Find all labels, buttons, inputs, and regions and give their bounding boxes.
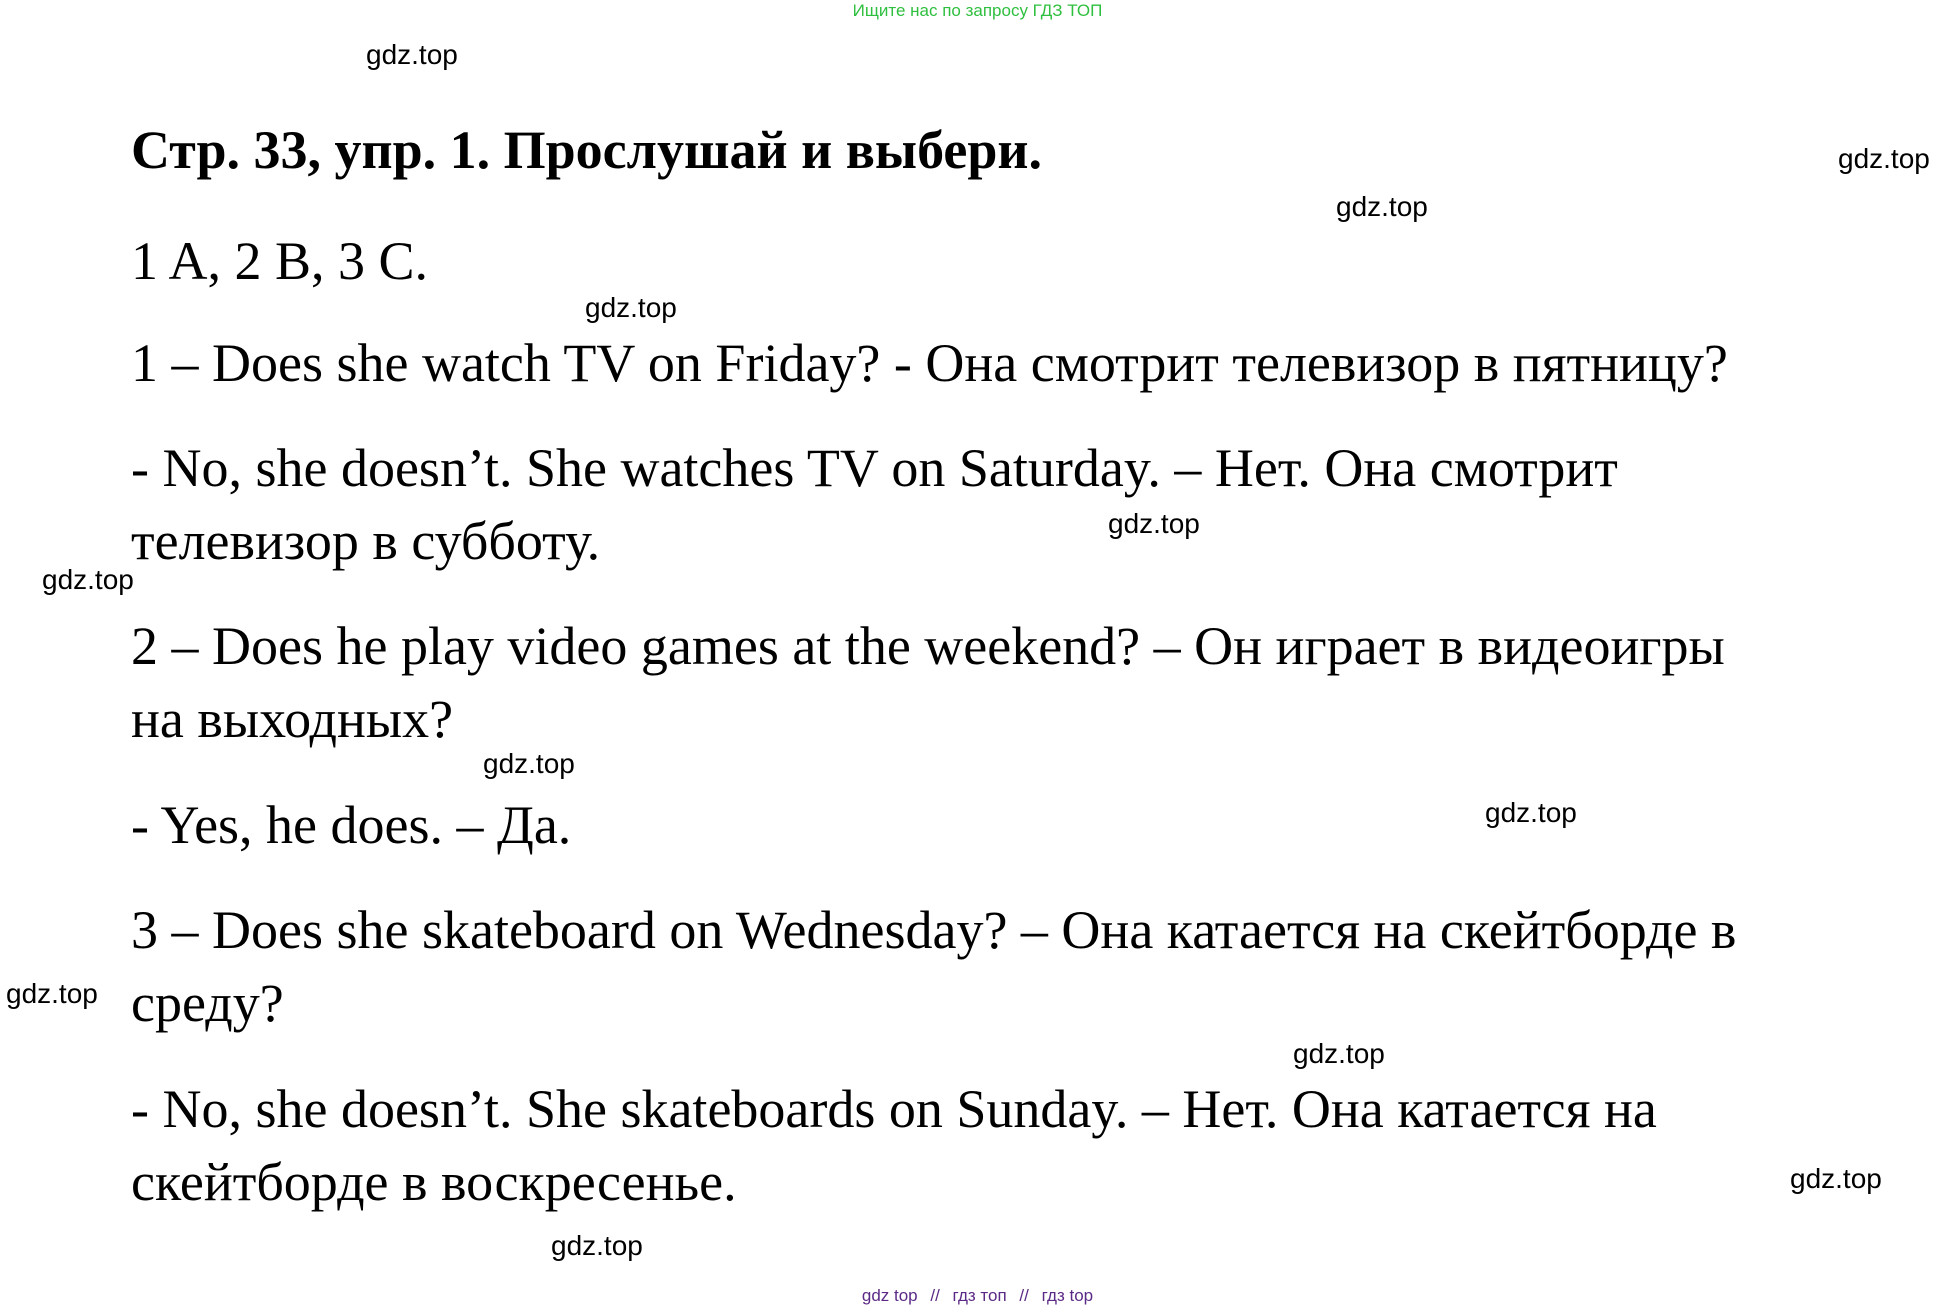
text-line-7: 3 – Does she skateboard on Wednesday? – Она катается на скейтборде в xyxy=(131,900,1737,960)
page-title: Стр. 33, упр. 1. Прослушай и выбери. xyxy=(131,120,1042,180)
text-line-2: - No, she doesn’t. She watches TV on Saturday. – Нет. Она смотрит xyxy=(131,438,1618,498)
footer-link[interactable]: gdz top xyxy=(861,1286,918,1305)
footer-separator: // xyxy=(930,1286,940,1305)
watermark: gdz.top xyxy=(1336,191,1428,222)
text-line-8: среду? xyxy=(131,973,284,1033)
watermark: gdz.top xyxy=(1838,143,1930,174)
text-line-6: - Yes, he does. – Да. xyxy=(131,795,572,855)
footer-separator: // xyxy=(1019,1286,1029,1305)
watermark: gdz.top xyxy=(483,748,575,779)
watermark: gdz.top xyxy=(6,978,98,1009)
watermark: gdz.top xyxy=(1108,508,1200,539)
watermark: gdz.top xyxy=(1485,797,1577,828)
footer-links xyxy=(0,1286,1955,1306)
watermark: gdz.top xyxy=(585,292,677,323)
text-line-9: - No, she doesn’t. She skateboards on Sunday. – Нет. Она катается на xyxy=(131,1079,1657,1139)
answer-summary: 1 A, 2 B, 3 C. xyxy=(131,231,429,291)
footer-link[interactable]: гдз топ xyxy=(952,1286,1007,1305)
footer-link[interactable]: гдз top xyxy=(1041,1286,1094,1305)
text-line-1: 1 – Does she watch TV on Friday? - Она смотрит телевизор в пятницу? xyxy=(131,333,1728,393)
watermark: gdz.top xyxy=(366,39,458,70)
text-line-10: скейтборде в воскресенье. xyxy=(131,1152,737,1212)
watermark: gdz.top xyxy=(1293,1038,1385,1069)
text-line-3: телевизор в субботу. xyxy=(131,511,601,571)
watermark: gdz.top xyxy=(551,1230,643,1261)
watermark: gdz.top xyxy=(42,564,134,595)
top-banner[interactable]: Ищите нас по запросу ГДЗ ТОП xyxy=(852,1,1103,20)
watermark: gdz.top xyxy=(1790,1163,1882,1194)
text-line-4: 2 – Does he play video games at the weekend? – Он играет в видеоигры xyxy=(131,616,1725,676)
text-line-5: на выходных? xyxy=(131,689,454,749)
